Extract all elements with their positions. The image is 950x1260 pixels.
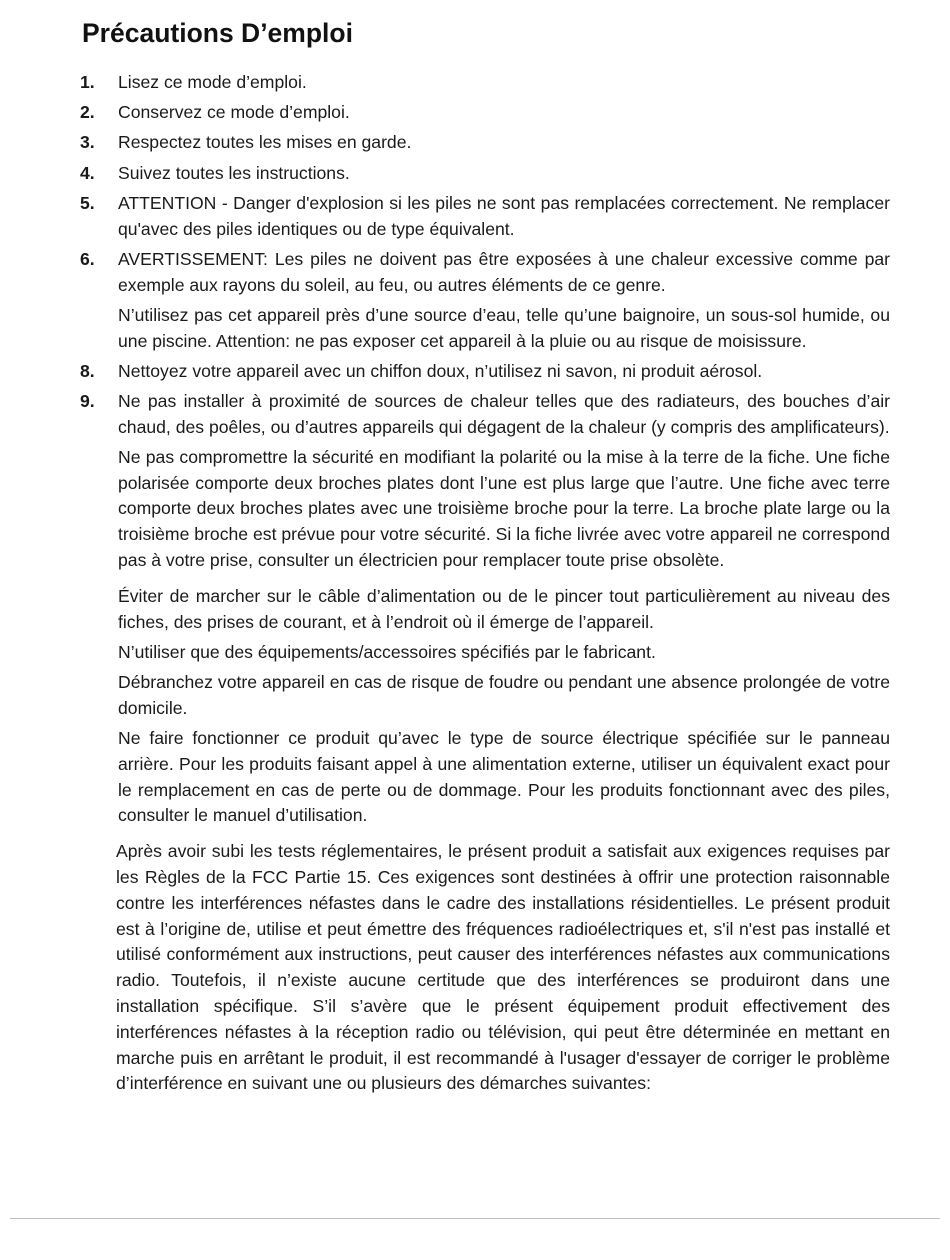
list-item [80, 359, 890, 385]
list-item [80, 130, 890, 156]
lightning-paragraph: Débranchez votre appareil en cas de risque de foudre ou pendant une absence prolongée de votre domicile. [118, 672, 890, 718]
list-item [80, 247, 890, 299]
precautions-list [80, 70, 890, 1097]
item-text: Nettoyez votre appareil avec un chiffon doux, n’utilisez ni savon, ni produit aérosol. [118, 360, 763, 381]
fcc-paragraph: Après avoir subi les tests réglementaires, le présent produit a satisfait aux exigences requises par les Règles de la FCC Partie 15. Ces exigences sont destinées à offrir une protection raisonnable contre les interférences néfastes dans le cadre des installations résidentielles. Le présent produit est à l’origine de, utilise et peut émettre des fréquences radioélectriques et, s'il n'est pas installé et utilisé conformément aux instructions, peut causer des interférences néfastes aux communications radio. Toutefois, il n’existe aucune certitude que des interférences se produiront dans une installation spécifique. S’il s’avère que le présent équipement produit effectivement des interférences néfastes à la réception radio ou télévision, qui peut être déterminée en mettant en marche puis en arrêtant le produit, il est recommandé à l'usager d'essayer de corriger le problème d’interférence en suivant une ou plusieurs des démarches suivantes: [116, 841, 890, 1094]
power-cord-paragraph: Éviter de marcher sur le câble d’alimentation ou de le pincer tout particulièrement au niveau des fiches, des prises de courant, et à l’endroit où il émerge de l’appareil. [118, 585, 890, 632]
item-number: 4. [80, 162, 95, 183]
list-item [80, 100, 890, 126]
power-source-paragraph: Ne faire fonctionner ce produit qu’avec le type de source électrique spécifiée sur le panneau arrière. Pour les produits faisant appel à une alimentation externe, utiliser un équivalent exact pour le remplacement en cas de perte ou de dommage. Pour les produits fonctionnant avec des piles, consulter le manuel d’utilisation. [118, 728, 890, 826]
item-number: 2. [80, 102, 95, 123]
plug-safety-paragraph: Ne pas compromettre la sécurité en modifiant la polarité ou la mise à la terre de la fiche. Une fiche polarisée comporte deux broches plates dont l’une est plus large que l’autre. Une fiche avec terre comporte deux broches plates avec une troisième broche pour la terre. La broche plate large ou la troisième broche est prévue pour votre sécurité. Si la fiche livrée avec votre appareil ne correspond pas à votre prise, consulter un électricien pour remplacer toute prise obsolète. [118, 446, 890, 571]
list-item [80, 191, 890, 243]
item-text: AVERTISSEMENT: Les piles ne doivent pas être exposées à une chaleur excessive comme par exemple aux rayons du soleil, au feu, ou autres éléments de ce genre. [118, 248, 890, 295]
item-text: Suivez toutes les instructions. [118, 162, 350, 183]
list-item [80, 161, 890, 187]
list-item [80, 70, 890, 96]
footer-divider [10, 1218, 940, 1219]
item-text: ATTENTION - Danger d'explosion si les piles ne sont pas remplacées correctement. Ne remplacer qu'avec des piles identiques ou de type équivalent. [118, 192, 890, 239]
item-text: Ne pas installer à proximité de sources de chaleur telles que des radiateurs, des bouches d’air chaud, des poêles, ou d’autres appareils qui dégagent de la chaleur (y compris des amplificateurs). [118, 390, 890, 437]
item-number: 9. [80, 390, 95, 411]
accessories-paragraph: N’utiliser que des équipements/accessoires spécifiés par le fabricant. [118, 641, 656, 662]
item-text: Conservez ce mode d’emploi. [118, 102, 350, 123]
item-number: 5. [80, 192, 95, 213]
item-6-continuation: N’utilisez pas cet appareil près d’une source d’eau, telle qu’une baignoire, un sous-sol humide, ou une piscine. Attention: ne pas exposer cet appareil à la pluie ou au risque de moisissure. [118, 304, 890, 351]
item-number: 8. [80, 360, 95, 381]
page-title: Précautions D’emploi [82, 18, 353, 48]
list-item [80, 389, 890, 441]
item-number: 1. [80, 72, 95, 92]
item-text: Lisez ce mode d’emploi. [118, 72, 307, 92]
item-text: Respectez toutes les mises en garde. [118, 132, 412, 153]
item-number: 6. [80, 248, 95, 269]
item-number: 3. [80, 132, 95, 153]
